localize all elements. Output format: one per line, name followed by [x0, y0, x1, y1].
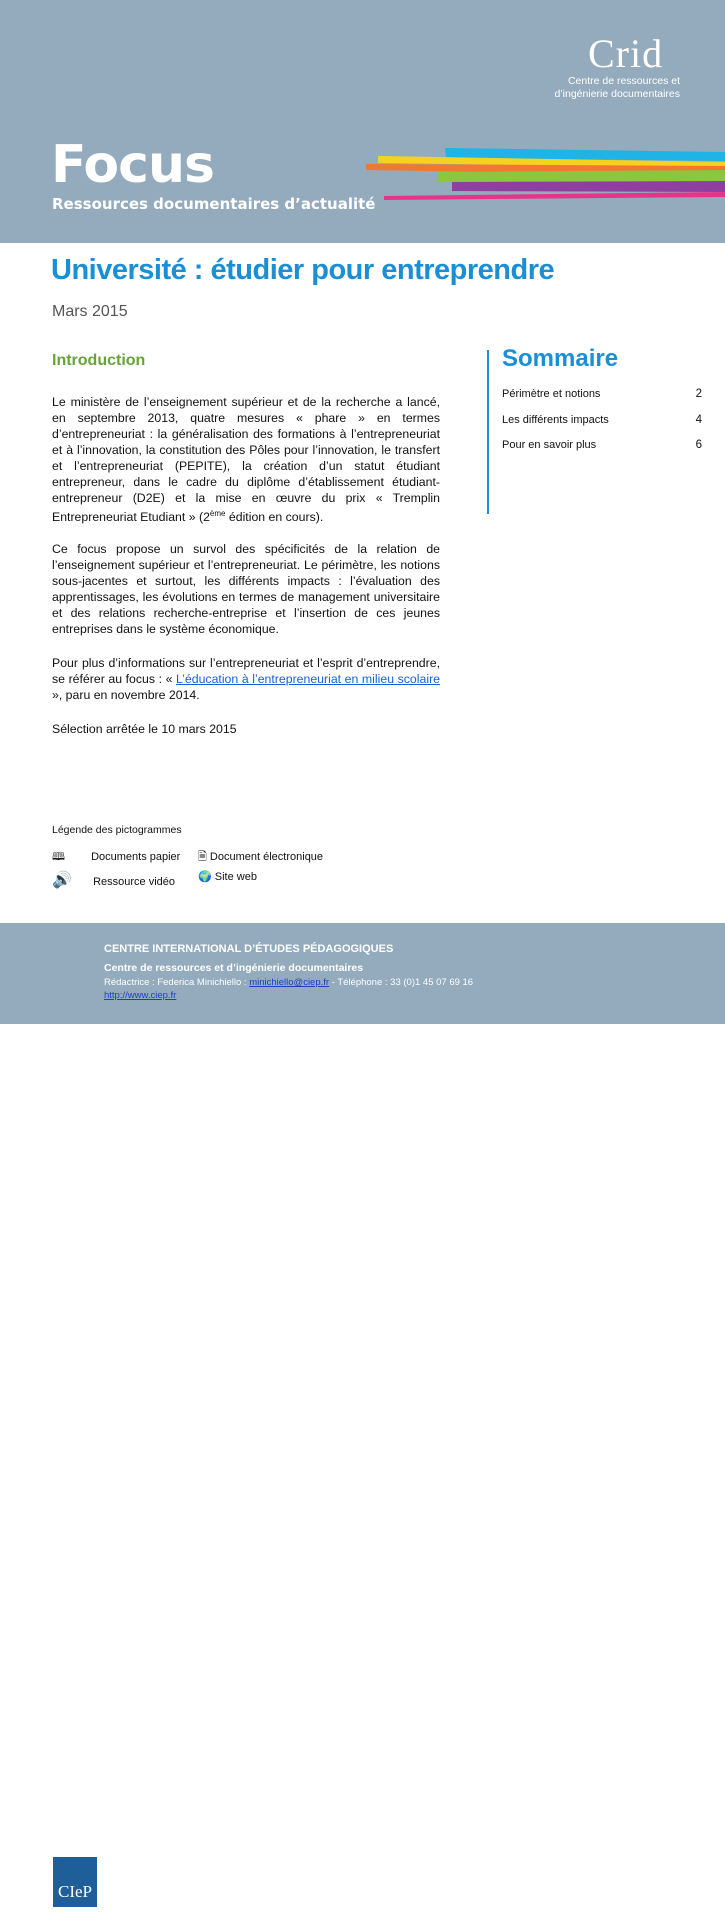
focus-title: Focus [51, 135, 214, 195]
selection-date: Sélection arrêtée le 10 mars 2015 [52, 722, 237, 736]
footer-phone: - Téléphone : 33 (0)1 45 07 69 16 [329, 977, 474, 988]
legend-label: Document électronique [209, 851, 324, 863]
page-title: Université : étudier pour entreprendre [51, 254, 555, 286]
intro-paragraph-2: Ce focus propose un survol des spécificités de la relation de l’enseignement supérieur et l’entrepreneuriat. Le périmètre, les notions sous-jacentes et surtout, les différents impacts : l’évaluation des apprentissages, les évolutions en termes de management universitaire et des relations recherche-entreprise et l’insertion de ces jeunes entreprises dans le système économique. [52, 542, 440, 636]
sommaire-item-label: Les différents impacts [502, 414, 609, 426]
intro-p1-text: Le ministère de l’enseignement supérieur et de la recherche a lancé, en septembre 2013, quatre mesures « phare » en termes d’entrepreneuriat : la généralisation des formations à l’entrepreneuriat et à l’innovation, la constitution des Pôles pour l’innovation, le transfert et l’entrepreneuriat (PEPITE), la création d’un statut étudiant entrepreneur, dans le cadre du diplôme d’établissement étudiant-entrepreneur (D2E) et la mise en œuvre du prix « Tremplin Entrepreneuriat Etudiant » (2 [52, 395, 440, 525]
legend-label: Ressource vidéo [93, 876, 175, 888]
intro-paragraph-3 [52, 655, 440, 703]
book-icon: 🕮 [52, 850, 65, 863]
sommaire-item-page: 2 [695, 388, 702, 400]
footer-website [104, 990, 176, 1001]
document-icon: 🗎 [198, 850, 207, 863]
intro-heading: Introduction [52, 352, 146, 369]
footer-website-link[interactable]: http://www.ciep.fr [104, 990, 177, 1001]
sommaire-item-label: Périmètre et notions [502, 388, 601, 400]
focus-subtitle: Ressources documentaires d’actualité [52, 195, 376, 213]
intro-p3-end: », paru en novembre 2014. [52, 688, 200, 702]
sommaire-item-perimetre[interactable] [502, 388, 702, 400]
ciep-logo-text: CIeP [58, 1882, 92, 1901]
sommaire-item-page: 4 [695, 414, 702, 426]
intro-paragraph-1 [52, 394, 440, 525]
footer-email-link[interactable]: minichiello@ciep.fr [249, 977, 330, 988]
sommaire-item-page: 6 [695, 439, 702, 451]
footer-contact [104, 977, 473, 988]
crid-subtitle [540, 75, 680, 101]
intro-p1-sup: ème [209, 509, 226, 518]
intro-p3-text: Pour plus d’informations sur l’entrepreneuriat et l’esprit d’entreprendre, se référer au focus : « [52, 656, 440, 686]
legend-item-paper [52, 848, 180, 867]
crid-subtitle-line-2: d’ingénierie documentaires [554, 88, 680, 100]
sommaire-heading: Sommaire [502, 345, 619, 372]
header-banner [0, 0, 725, 243]
legend-heading: Légende des pictogrammes [52, 824, 182, 836]
speaker-icon: 🔊 [52, 870, 72, 889]
legend-item-video [52, 870, 175, 889]
crid-subtitle-line-1: Centre de ressources et [567, 75, 680, 87]
intro-p1-end: édition en cours). [225, 510, 324, 525]
sommaire-divider [487, 350, 489, 514]
globe-icon: 🌍 [198, 870, 212, 883]
legend-label: Documents papier [91, 851, 181, 863]
publication-date: Mars 2015 [52, 303, 128, 320]
sommaire-item-impacts[interactable] [502, 414, 702, 426]
footer-editor: Rédactrice : Federica Minichiello : [104, 977, 250, 988]
ciep-logo [53, 1857, 97, 1907]
footer-dept: Centre de ressources et d’ingénierie documentaires [104, 962, 364, 974]
sommaire-item-label: Pour en savoir plus [502, 439, 597, 451]
crid-logo: Crid [588, 31, 664, 76]
legend-item-electronic [198, 848, 323, 867]
footer-org: CENTRE INTERNATIONAL D’ÉTUDES PÉDAGOGIQUES [104, 943, 394, 955]
focus-link[interactable]: L’éducation à l’entrepreneuriat en milieu scolaire [176, 672, 441, 686]
sommaire-item-savoir-plus[interactable] [502, 439, 702, 451]
legend-label: Site web [214, 871, 257, 883]
legend-item-web [198, 870, 257, 883]
